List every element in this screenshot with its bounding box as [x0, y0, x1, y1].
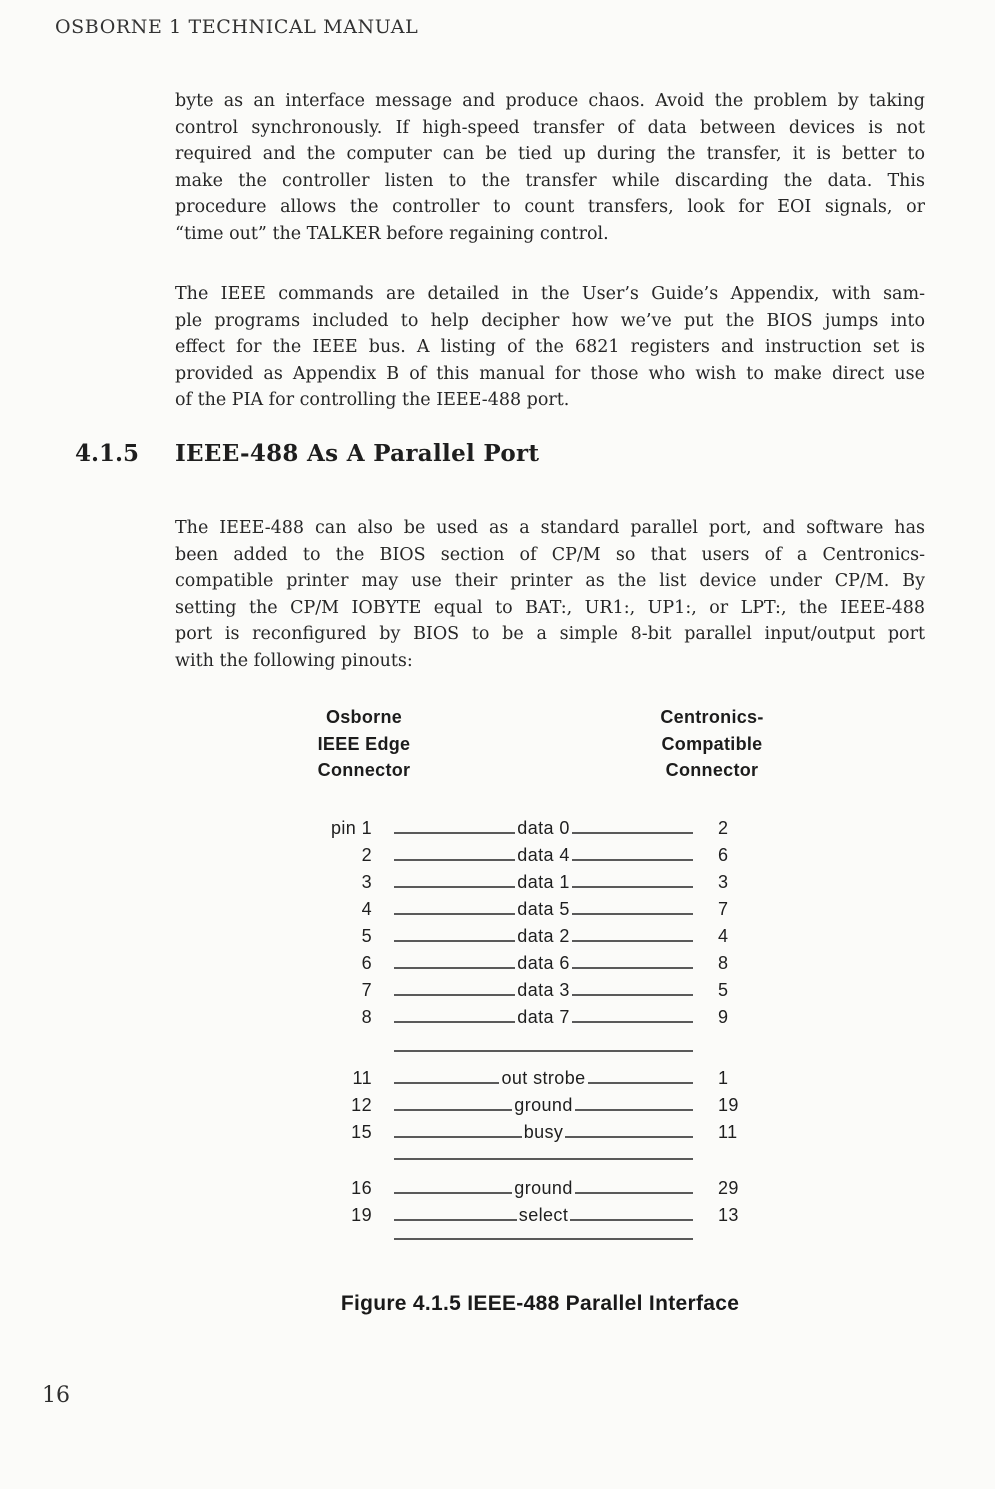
paragraph-line: required and the computer can be tied up during the transfer, it is better to — [175, 144, 925, 164]
underscore-line — [394, 913, 515, 915]
pin-number-centronics: 5 — [718, 980, 729, 1000]
pin-row — [290, 1199, 770, 1226]
pin-number-centronics: 2 — [718, 818, 729, 838]
separator-line — [394, 1050, 693, 1052]
pin-number-osborne: 11 — [352, 1068, 372, 1088]
pin-group-status — [290, 1172, 770, 1226]
paragraph-line: byte as an interface message and produce chaos. Avoid the problem by taking — [175, 91, 925, 111]
pin-row — [290, 1001, 770, 1028]
pin-number-centronics: 13 — [718, 1205, 739, 1225]
pin-signal-label: data 5 — [517, 899, 570, 919]
underscore-line — [394, 940, 515, 942]
paragraph-line: of the PIA for controlling the IEEE-488 port. — [175, 390, 570, 410]
pin-number-osborne: 5 — [361, 926, 372, 946]
pin-number-osborne: pin 1 — [330, 818, 372, 838]
underscore-line — [565, 1136, 693, 1138]
underscore-line — [575, 1109, 693, 1111]
pin-number-osborne: 15 — [351, 1122, 372, 1142]
pin-row — [290, 947, 770, 974]
underscore-line — [394, 1109, 512, 1111]
paragraph-line: been added to the BIOS section of CP/M so that users of a Centronics- — [175, 544, 925, 565]
pin-signal-label: data 4 — [517, 845, 570, 865]
underscore-line — [572, 1021, 693, 1023]
pin-signal-label: ground — [514, 1178, 573, 1198]
underscore-line — [394, 1136, 522, 1138]
header-line: Connector — [317, 760, 411, 780]
pin-signal-label: out strobe — [501, 1068, 586, 1088]
pin-row — [290, 1089, 770, 1116]
pin-number-centronics: 11 — [718, 1122, 738, 1142]
pin-row — [290, 920, 770, 947]
pin-signal — [394, 872, 693, 893]
pin-signal-label: ground — [514, 1095, 573, 1115]
pin-signal — [394, 980, 693, 1001]
pin-row — [290, 1062, 770, 1089]
underscore-line — [394, 1021, 515, 1023]
underscore-line — [394, 1219, 517, 1221]
pin-row — [290, 893, 770, 920]
pin-number-osborne: 8 — [361, 1007, 372, 1027]
pin-number-osborne: 2 — [361, 845, 372, 865]
section-number: 4.1.5 — [75, 440, 140, 467]
underscore-line — [394, 886, 515, 888]
header-line: Osborne — [325, 707, 403, 727]
pin-signal — [394, 1068, 693, 1089]
pin-number-osborne: 6 — [361, 953, 372, 973]
pin-row — [290, 974, 770, 1001]
underscore-line — [572, 940, 693, 942]
pin-number-centronics: 3 — [718, 872, 729, 892]
pin-number-centronics: 19 — [718, 1095, 739, 1115]
header-line: Connector — [665, 760, 759, 780]
pinout-figure — [290, 812, 770, 1248]
paragraph-line: compatible printer may use their printer as the list device under CP/M. By — [175, 571, 925, 591]
paragraph-line: ple programs included to help decipher how we’ve put the BIOS jumps into — [175, 310, 925, 331]
underscore-line — [572, 886, 693, 888]
pin-number-centronics: 29 — [718, 1178, 739, 1198]
paragraph-line: procedure allows the controller to count transfers, look for EOI signals, or — [175, 197, 925, 217]
pin-number-osborne: 7 — [361, 980, 372, 1000]
pin-signal-label: data 3 — [517, 980, 570, 1000]
paragraph — [175, 281, 925, 414]
pin-signal-label: data 2 — [517, 926, 570, 946]
pin-row — [290, 866, 770, 893]
header-line: Compatible — [661, 733, 763, 754]
underscore-line — [572, 859, 693, 861]
pin-signal-label: data 0 — [517, 818, 570, 838]
pin-number-centronics: 4 — [718, 926, 729, 946]
pin-row — [290, 1116, 770, 1143]
pin-number-centronics: 8 — [718, 953, 729, 973]
pin-signal — [394, 926, 693, 947]
pin-number-centronics: 6 — [718, 845, 729, 865]
section-title: IEEE-488 As A Parallel Port — [175, 440, 540, 467]
figure-caption: Figure 4.1.5 IEEE-488 Parallel Interface — [340, 1292, 740, 1315]
pin-row — [290, 1172, 770, 1199]
pin-signal — [394, 1178, 693, 1199]
paragraph — [175, 515, 925, 674]
underscore-line — [572, 967, 693, 969]
pin-signal — [394, 1122, 693, 1143]
underscore-line — [394, 832, 515, 834]
running-head: OSBORNE 1 TECHNICAL MANUAL — [55, 16, 419, 38]
separator-line — [394, 1158, 693, 1160]
pin-number-osborne: 3 — [361, 872, 372, 892]
header-line: Centronics- — [660, 707, 764, 727]
paragraph-line: port is reconfigured by BIOS to be a simple 8-bit parallel input/output port — [175, 624, 925, 644]
pin-row — [290, 839, 770, 866]
underscore-line — [572, 832, 693, 834]
underscore-line — [394, 994, 515, 996]
paragraph-line: with the following pinouts: — [175, 650, 413, 671]
pin-signal-label: data 1 — [517, 872, 570, 892]
paragraph-line: effect for the IEEE bus. A listing of the 6821 registers and instruction set is — [175, 337, 925, 357]
pin-signal-label: data 6 — [517, 953, 570, 973]
pin-number-centronics: 9 — [718, 1007, 729, 1027]
pin-number-osborne: 16 — [351, 1178, 372, 1198]
underscore-line — [572, 913, 693, 915]
pin-number-centronics: 1 — [718, 1068, 729, 1088]
pin-signal — [394, 899, 693, 920]
pin-group-control — [290, 1062, 770, 1143]
pin-number-osborne: 12 — [351, 1095, 372, 1115]
separator-line — [394, 1238, 693, 1240]
underscore-line — [588, 1082, 693, 1084]
header-line: IEEE Edge — [317, 733, 411, 754]
pinout-osborne-header — [284, 704, 444, 784]
pin-signal-label: select — [518, 1205, 569, 1225]
paragraph-line: provided as Appendix B of this manual for those who wish to make direct use — [175, 363, 925, 384]
underscore-line — [394, 859, 515, 861]
underscore-line — [570, 1219, 693, 1221]
pinout-centronics-header — [632, 704, 792, 784]
pin-number-osborne: 19 — [351, 1205, 372, 1225]
pin-signal-label: data 7 — [517, 1007, 570, 1027]
paragraph-line: “time out” the TALKER before regaining control. — [175, 223, 609, 244]
underscore-line — [394, 1192, 512, 1194]
pin-signal — [394, 818, 693, 839]
pin-signal — [394, 1007, 693, 1028]
paragraph-line: The IEEE-488 can also be used as a standard parallel port, and software has — [175, 518, 925, 538]
underscore-line — [394, 967, 515, 969]
paragraph — [175, 88, 925, 247]
pin-signal-label: busy — [523, 1122, 564, 1142]
underscore-line — [572, 994, 693, 996]
pin-number-osborne: 4 — [361, 899, 372, 919]
pin-signal — [394, 953, 693, 974]
page-number: 16 — [42, 1383, 70, 1408]
pin-row — [290, 812, 770, 839]
underscore-line — [394, 1082, 499, 1084]
paragraph-line: make the controller listen to the transfer while discarding the data. This — [175, 170, 925, 191]
underscore-line — [575, 1192, 693, 1194]
paragraph-line: setting the CP/M IOBYTE equal to BAT:, UR1:, UP1:, or LPT:, the IEEE-488 — [175, 597, 925, 618]
pin-signal — [394, 1205, 693, 1226]
paragraph-line: control synchronously. If high-speed transfer of data between devices is not — [175, 117, 925, 138]
paragraph-line: The IEEE commands are detailed in the User’s Guide’s Appendix, with sam- — [175, 284, 925, 304]
pin-number-centronics: 7 — [718, 899, 729, 919]
pin-signal — [394, 1095, 693, 1116]
pin-group-data — [290, 812, 770, 1028]
pin-signal — [394, 845, 693, 866]
